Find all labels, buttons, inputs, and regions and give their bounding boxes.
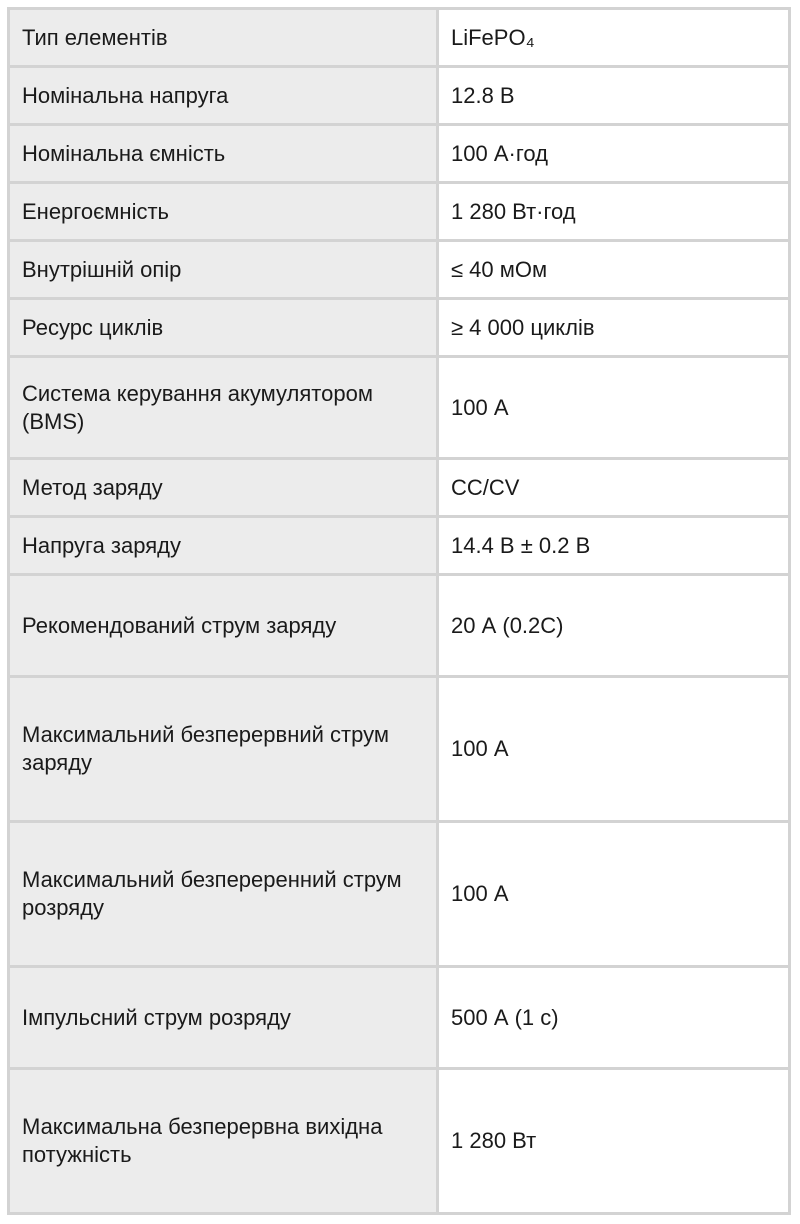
table-row	[9, 459, 790, 517]
spec-label: Максимальний безпереренний струм розряду	[9, 822, 438, 967]
spec-label: Ресурс циклів	[9, 299, 438, 357]
table-row	[9, 575, 790, 677]
table-row	[9, 967, 790, 1069]
table-row	[9, 241, 790, 299]
table-row	[9, 677, 790, 822]
spec-value: 100 А	[438, 822, 790, 967]
spec-value: 12.8 В	[438, 67, 790, 125]
spec-value: CC/CV	[438, 459, 790, 517]
spec-value: 20 А (0.2C)	[438, 575, 790, 677]
spec-label: Номінальна ємність	[9, 125, 438, 183]
spec-label: Енергоємність	[9, 183, 438, 241]
spec-label: Імпульсний струм розряду	[9, 967, 438, 1069]
table-row	[9, 183, 790, 241]
spec-value: 100 А·год	[438, 125, 790, 183]
table-row	[9, 67, 790, 125]
spec-label: Напруга заряду	[9, 517, 438, 575]
spec-label: Метод заряду	[9, 459, 438, 517]
table-row	[9, 299, 790, 357]
table-row	[9, 9, 790, 67]
spec-value: 1 280 Вт·год	[438, 183, 790, 241]
table-row	[9, 125, 790, 183]
spec-label: Рекомендований струм заряду	[9, 575, 438, 677]
spec-value: ≤ 40 мОм	[438, 241, 790, 299]
spec-label: Система керування акумулятором (BMS)	[9, 357, 438, 459]
spec-value: 1 280 Вт	[438, 1069, 790, 1214]
spec-label: Тип елементів	[9, 9, 438, 67]
spec-value: 500 А (1 с)	[438, 967, 790, 1069]
table-row	[9, 822, 790, 967]
table-row	[9, 357, 790, 459]
spec-value: ≥ 4 000 циклів	[438, 299, 790, 357]
spec-value: 14.4 В ± 0.2 В	[438, 517, 790, 575]
spec-table	[7, 7, 791, 1215]
table-row	[9, 517, 790, 575]
spec-label: Максимальний безперервний струм заряду	[9, 677, 438, 822]
spec-value: 100 А	[438, 357, 790, 459]
spec-value: 100 А	[438, 677, 790, 822]
spec-label: Номінальна напруга	[9, 67, 438, 125]
spec-value: LiFePO₄	[438, 9, 790, 67]
spec-label: Максимальна безперервна вихідна потужність	[9, 1069, 438, 1214]
table-row	[9, 1069, 790, 1214]
spec-label: Внутрішній опір	[9, 241, 438, 299]
